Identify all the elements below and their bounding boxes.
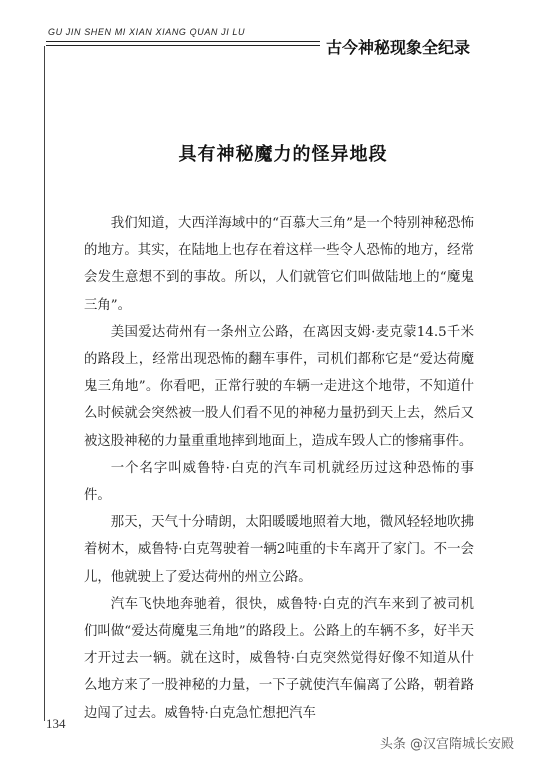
paragraph-4: 那天，天气十分晴朗，太阳暖暖地照着大地，微风轻轻地吹拂着树木，威鲁特·白克驾驶着一辆2吨重的卡车离开了家门。不一会儿，他就驶上了爱达荷州的州立公路。 xyxy=(84,515,474,585)
article-body xyxy=(84,210,474,727)
paragraph-5: 汽车飞快地奔驰着，很快，威鲁特·白克的汽车来到了被司机们叫做“爱达荷魔鬼三角地”的路段上。公路上的车辆不多，好半天才开过去一辆。就在这时，威鲁特·白克突然觉得好像不知道从什么地方来了一股神秘的力量，一下子就使汽车偏离了公路，朝着路边闯了过去。威鲁特·白克急忙想把汽车 xyxy=(84,596,474,721)
article-title: 具有神秘魔力的怪异地段 xyxy=(178,144,388,165)
header-pinyin: GU JIN SHEN MI XIAN XIANG QUAN JI LU xyxy=(48,27,246,37)
paragraph-1: 我们知道，大西洋海域中的“百慕大三角”是一个特别神秘恐怖的地方。其实，在陆地上也存在着这样一些令人恐怖的地方，经常会发生意想不到的事故。所以，人们就管它们叫做陆地上的“魔鬼三角”。 xyxy=(84,216,474,313)
source-watermark: 头条 @汉宫隋城长安殿 xyxy=(379,737,514,752)
left-margin-line xyxy=(44,46,45,721)
paragraph-2: 美国爱达荷州有一条州立公路，在离因支姆·麦克蒙14.5千米的路段上，经常出现恐怖的翻车事件，司机们都称它是“爱达荷魔鬼三角地”。你看吧，正常行驶的车辆一走进这个地带，不知道什么时候就会突然被一股人们看不见的神秘力量扔到天上去，然后又被这股神秘的力量重重地摔到地面上，造成车毁人亡的惨痛事件。 xyxy=(84,324,474,449)
paragraph-3: 一个名字叫威鲁特·白克的汽车司机就经历过这种恐怖的事件。 xyxy=(84,460,474,504)
header-book-title: 古今神秘现象全纪录 xyxy=(320,35,476,58)
page-number: 134 xyxy=(46,716,66,731)
